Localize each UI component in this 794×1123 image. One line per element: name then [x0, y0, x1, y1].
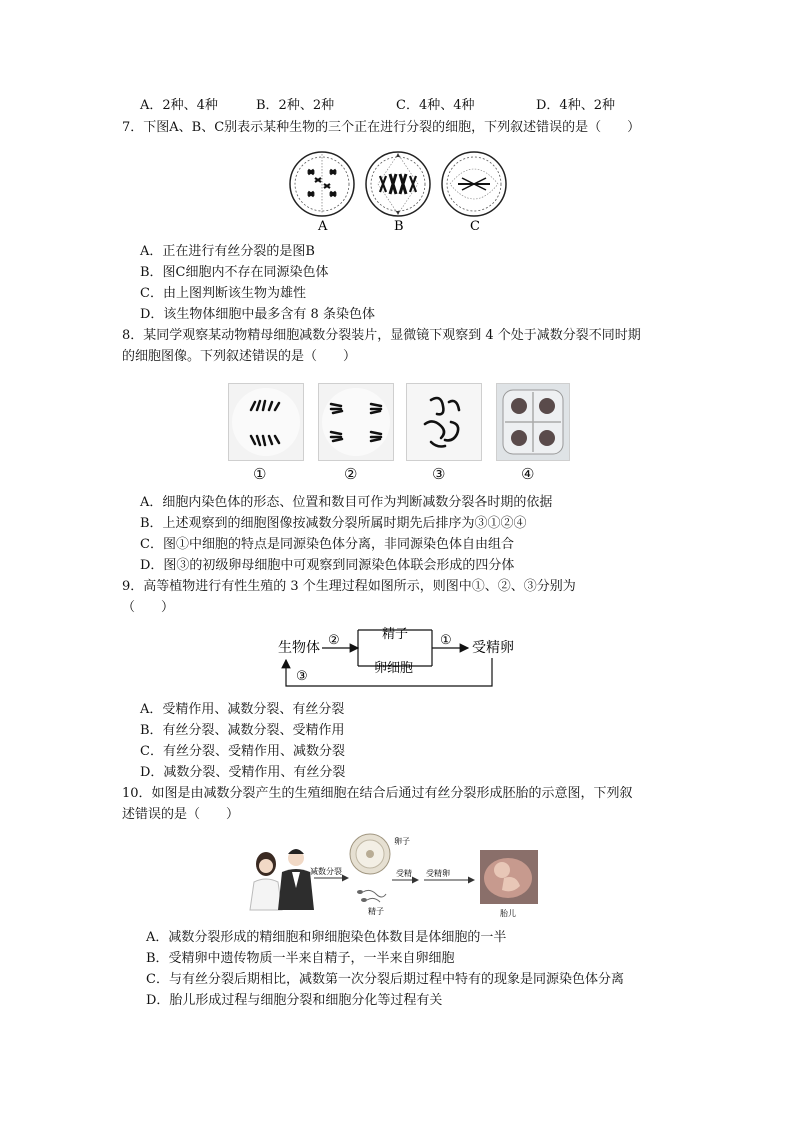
q8-option-a: A．细胞内染色体的形态、位置和数目可作为判断减数分裂各时期的依据	[140, 495, 553, 510]
q8-stem-line2: 的细胞图像。下列叙述错误的是（ ）	[122, 349, 357, 364]
micrograph-1-image	[228, 383, 304, 461]
micrograph-2-image	[318, 383, 394, 461]
q10-fertilization-figure	[246, 832, 546, 920]
q9-stem-line2: （ ）	[122, 600, 175, 615]
fig-label-a: A	[318, 219, 328, 234]
q10-stem-line2: 述错误的是（ ）	[122, 807, 240, 822]
q7-cell-figure	[286, 148, 512, 238]
micrograph-label-3: ③	[432, 465, 446, 483]
q9-stem-line1: 9．高等植物进行有性生殖的 3 个生理过程如图所示，则图中①、②、③分别为	[122, 579, 576, 594]
diagram-egg-label: 卵细胞	[374, 661, 414, 676]
diagram-mark-3: ③	[296, 669, 308, 684]
egg-label: 卵子	[394, 837, 410, 846]
q7-option-d: D．该生物体细胞中最多含有 8 条染色体	[140, 307, 375, 322]
q8-option-b: B．上述观察到的细胞图像按减数分裂所属时期先后排序为③①②④	[140, 516, 527, 531]
meiosis-label: 减数分裂	[310, 867, 342, 876]
q10-option-d: D．胎儿形成过程与细胞分裂和细胞分化等过程有关	[146, 993, 443, 1008]
cell-c-diagram	[442, 152, 506, 216]
fetus-label: 胎儿	[500, 909, 516, 918]
cell-b-diagram	[366, 152, 430, 216]
q9-process-diagram	[270, 624, 526, 690]
micrograph-label-1: ①	[253, 465, 267, 483]
egg-cell-image	[350, 834, 390, 874]
sperm-label: 精子	[368, 907, 384, 916]
cell-a-diagram	[290, 152, 354, 216]
q8-option-d: D．图③的初级卵母细胞中可观察到同源染色体联会形成的四分体	[140, 558, 515, 573]
couple-image	[250, 849, 314, 910]
sperm-image	[357, 890, 386, 902]
q9-option-a: A．受精作用、减数分裂、有丝分裂	[140, 702, 345, 717]
fig-label-c: C	[470, 219, 480, 234]
q9-option-b: B．有丝分裂、减数分裂、受精作用	[140, 723, 345, 738]
q6-option-b: B．2种、2种	[256, 98, 335, 113]
micrograph-3-image	[406, 383, 482, 461]
fig-label-b: B	[394, 219, 404, 234]
q8-option-c: C．图①中细胞的特点是同源染色体分离，非同源染色体自由组合	[140, 537, 514, 552]
q6-option-d: D．4种、2种	[536, 98, 615, 113]
q6-option-c: C．4种、4种	[396, 98, 475, 113]
q10-stem-line1: 10．如图是由减数分裂产生的生殖细胞在结合后通过有丝分裂形成胚胎的示意图，下列叙	[122, 786, 633, 801]
q7-stem: 7．下图A、B、C别表示某种生物的三个正在进行分裂的细胞，下列叙述错误的是（ ）	[122, 120, 641, 135]
q10-option-a: A．减数分裂形成的精细胞和卵细胞染色体数目是体细胞的一半	[146, 930, 507, 945]
q10-option-c: C．与有丝分裂后期相比，减数第一次分裂后期过程中特有的现象是同源染色体分离	[146, 972, 624, 987]
fertilization-label: 受精	[396, 869, 412, 878]
micrograph-4-image	[496, 383, 570, 461]
zygote-label: 受精卵	[426, 869, 450, 878]
diagram-zygote-label: 受精卵	[472, 640, 514, 656]
q9-option-d: D．减数分裂、受精作用、有丝分裂	[140, 765, 346, 780]
q7-option-b: B．图C细胞内不存在同源染色体	[140, 265, 329, 280]
micrograph-label-2: ②	[344, 465, 358, 483]
diagram-sperm-label: 精子	[382, 627, 409, 642]
diagram-mark-1: ①	[440, 633, 452, 648]
q10-option-b: B．受精卵中遗传物质一半来自精子，一半来自卵细胞	[146, 951, 455, 966]
q6-option-a: A．2种、4种	[140, 98, 218, 113]
diagram-organism-label: 生物体	[278, 640, 320, 656]
micrograph-label-4: ④	[521, 465, 535, 483]
diagram-mark-2: ②	[328, 633, 340, 648]
q7-option-c: C．由上图判断该生物为雄性	[140, 286, 306, 301]
q8-stem-line1: 8．某同学观察某动物精母细胞减数分裂装片，显微镜下观察到 4 个处于减数分裂不同时期	[122, 328, 641, 343]
q7-option-a: A．正在进行有丝分裂的是图B	[140, 244, 315, 259]
q9-option-c: C．有丝分裂、受精作用、减数分裂	[140, 744, 345, 759]
fetus-image	[480, 850, 538, 904]
